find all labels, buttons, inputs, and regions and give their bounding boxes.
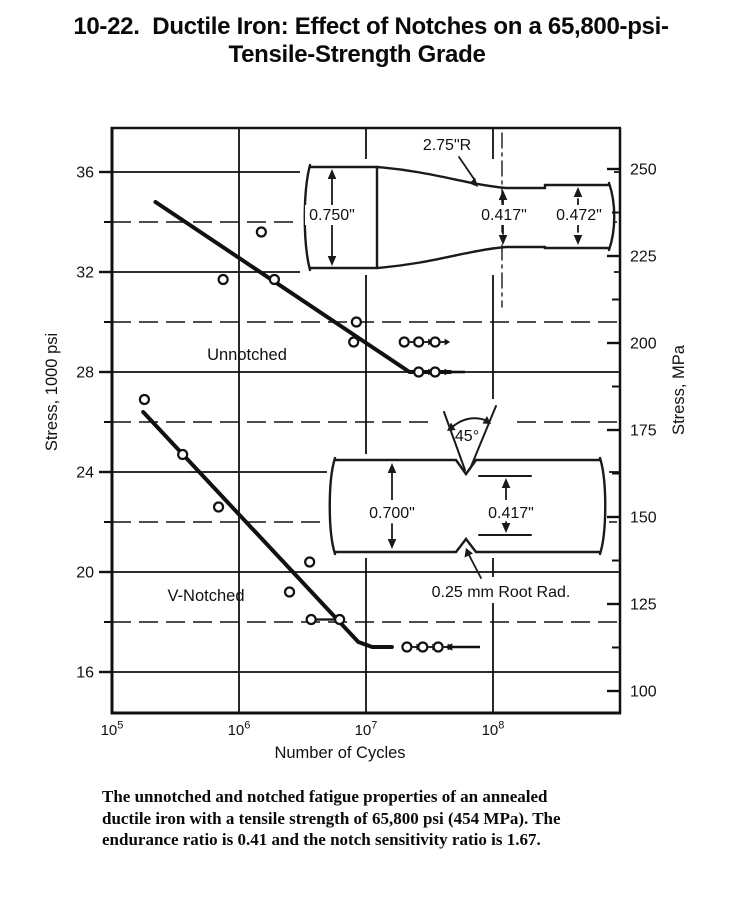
left-axis-tick-label: 24 (76, 464, 94, 482)
runout-point (400, 338, 409, 347)
data-point (178, 450, 187, 459)
runout-point (418, 643, 427, 652)
gage-diameter-label: 0.417" (481, 207, 527, 224)
figure-title (0, 13, 742, 69)
data-point (285, 588, 294, 597)
right-axis-tick-label: 250 (630, 161, 657, 179)
notch-angle-backplate (436, 399, 514, 455)
runout-point (431, 338, 440, 347)
left-axis-tick-label: 32 (76, 264, 94, 282)
runout-point (402, 643, 411, 652)
x-axis-title: Number of Cycles (274, 744, 406, 762)
x-axis-tick-label: $10^8$ (481, 719, 505, 739)
end-diameter-label: 0.472" (556, 207, 602, 224)
runout-point (414, 368, 423, 377)
right-axis-tick-label: 125 (630, 596, 657, 614)
vnotched-curve-label: V-Notched (167, 587, 245, 605)
runout-point (414, 338, 423, 347)
left-axis-tick-label: 20 (76, 564, 94, 582)
left-axis-tick-label: 36 (76, 164, 94, 182)
figure-title-line1: 10-22. Ductile Iron: Effect of Notches on a 65,800-psi- (73, 13, 669, 40)
y-axis-left-title: Stress, 1000 psi (43, 332, 61, 452)
right-axis-tick-label: 100 (630, 683, 657, 701)
y-axis-right-title: Stress, MPa (670, 345, 688, 435)
data-point (349, 338, 358, 347)
runout-arrowhead (445, 339, 451, 346)
notch-diameter-label: 0.417" (488, 505, 534, 522)
figure-title-line2: Tensile-Strength Grade (228, 41, 486, 68)
radius-dimension-label: 2.75"R (422, 137, 472, 154)
unnotched-curve-label: Unnotched (207, 346, 287, 364)
right-axis-tick-label: 150 (630, 509, 657, 527)
data-point (305, 558, 314, 567)
right-axis-tick-label: 225 (630, 248, 657, 266)
grip-diameter-label: 0.750" (309, 207, 355, 224)
caption-line-1: The unnotched and notched fatigue properties of an annealed (102, 787, 548, 806)
runout-arrowhead (445, 369, 451, 376)
x-axis-tick-label: $10^6$ (227, 719, 251, 739)
x-axis-tick-label: $10^7$ (354, 719, 378, 739)
right-axis-tick-label: 200 (630, 335, 657, 353)
sn-fatigue-chart (0, 88, 742, 778)
specimen-insets (300, 133, 614, 603)
left-axis-tick-label: 28 (76, 364, 94, 382)
data-point (219, 275, 228, 284)
body-diameter-label: 0.700" (369, 505, 415, 522)
data-point (307, 615, 316, 624)
notch-angle-label: 45° (454, 428, 480, 445)
left-axis-tick-label: 16 (76, 664, 94, 682)
figure-caption (102, 786, 662, 851)
data-point (352, 318, 361, 327)
x-axis-tick-label: $10^5$ (100, 719, 124, 739)
caption-line-3: endurance ratio is 0.41 and the notch sensitivity ratio is 1.67. (102, 830, 541, 849)
data-point (257, 228, 266, 237)
data-point (270, 275, 279, 284)
caption-line-2: ductile iron with a tensile strength of 65,800 psi (454 MPa). The (102, 808, 561, 828)
right-axis-tick-label: 175 (630, 422, 657, 440)
data-point (140, 395, 149, 404)
root-radius-label: 0.25 mm Root Rad. (431, 584, 571, 601)
root-radius-leader-line (469, 555, 481, 578)
data-point (335, 615, 344, 624)
runout-point (434, 643, 443, 652)
runout-point (431, 368, 440, 377)
data-point (214, 503, 223, 512)
